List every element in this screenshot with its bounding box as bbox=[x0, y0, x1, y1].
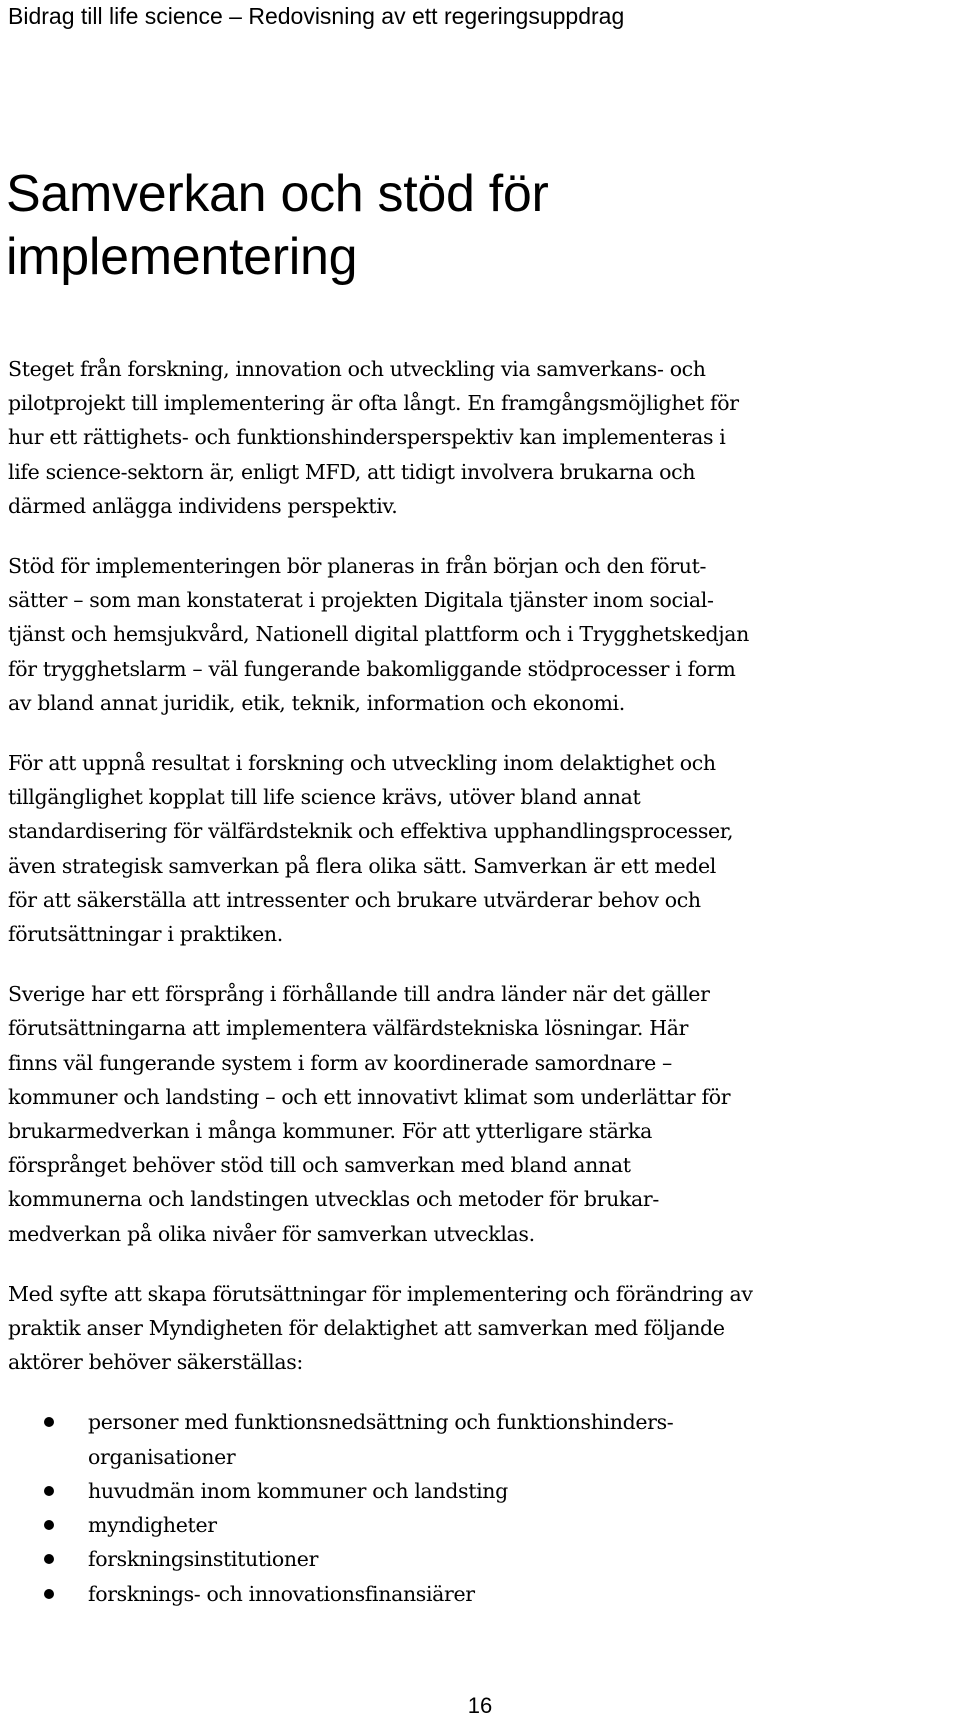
bullet-icon bbox=[44, 1554, 54, 1564]
paragraph-line: brukarmedverkan i många kommuner. För att ytterligare stärka bbox=[8, 1119, 652, 1144]
section-title-line-2: implementering bbox=[6, 228, 358, 286]
paragraph-2 bbox=[8, 549, 950, 720]
paragraph-1 bbox=[8, 352, 950, 523]
paragraph-line: kommuner och landsting – och ett innovativt klimat som underlättar för bbox=[8, 1084, 731, 1109]
paragraph-line: tillgänglighet kopplat till life science krävs, utöver bland annat bbox=[8, 785, 641, 810]
list-item bbox=[8, 1508, 950, 1542]
paragraph-line: medverkan på olika nivåer för samverkan utvecklas. bbox=[8, 1221, 535, 1246]
paragraph-line: förutsättningar i praktiken. bbox=[8, 922, 283, 947]
paragraph-line: aktörer behöver säkerställas: bbox=[8, 1350, 303, 1375]
paragraph-line: praktik anser Myndigheten för delaktighet att samverkan med följande bbox=[8, 1316, 725, 1341]
list-item-line: forsknings- och innovationsfinansiärer bbox=[88, 1581, 475, 1606]
section-title-line-1: Samverkan och stöd för bbox=[6, 165, 549, 223]
paragraph-line: för att säkerställa att intressenter och brukare utvärderar behov och bbox=[8, 887, 701, 912]
list-item bbox=[8, 1474, 950, 1508]
bullet-icon bbox=[44, 1417, 54, 1427]
paragraph-line: pilotprojekt till implementering är ofta långt. En framgångsmöjlighet för bbox=[8, 391, 739, 416]
paragraph-line: Med syfte att skapa förutsättningar för implementering och förändring av bbox=[8, 1281, 753, 1306]
paragraph-line: därmed anlägga individens perspektiv. bbox=[8, 493, 398, 518]
paragraph-line: kommunerna och landstingen utvecklas och metoder för brukar- bbox=[8, 1187, 659, 1212]
list-item-line: personer med funktionsnedsättning och funktionshinders- bbox=[88, 1410, 674, 1435]
paragraph-line: av bland annat juridik, etik, teknik, information och ekonomi. bbox=[8, 690, 625, 715]
list-item-line: forskningsinstitutioner bbox=[88, 1547, 319, 1572]
paragraph-line: för trygghetslarm – väl fungerande bakomliggande stödprocesser i form bbox=[8, 656, 736, 681]
bullet-icon bbox=[44, 1486, 54, 1496]
paragraph-3 bbox=[8, 746, 950, 951]
page-number: 16 bbox=[467, 1693, 493, 1718]
list-item bbox=[8, 1542, 950, 1576]
paragraph-line: För att uppnå resultat i forskning och utveckling inom delaktighet och bbox=[8, 751, 716, 776]
paragraph-line: Steget från forskning, innovation och utveckling via samverkans- och bbox=[8, 357, 706, 381]
body-text bbox=[8, 352, 950, 1611]
paragraph-5 bbox=[8, 1277, 950, 1380]
list-item bbox=[8, 1405, 950, 1473]
paragraph-4 bbox=[8, 977, 950, 1251]
paragraph-line: Stöd för implementeringen bör planeras in från början och den förut- bbox=[8, 554, 707, 579]
paragraph-line: sätter – som man konstaterat i projekten Digitala tjänster inom social- bbox=[8, 588, 714, 613]
paragraph-line: Sverige har ett försprång i förhållande till andra länder när det gäller bbox=[8, 982, 710, 1007]
paragraph-line: tjänst och hemsjukvård, Nationell digital plattform och i Trygghetskedjan bbox=[8, 622, 749, 647]
bullet-icon bbox=[44, 1520, 54, 1530]
list-item bbox=[8, 1577, 950, 1611]
actor-list bbox=[8, 1405, 950, 1610]
paragraph-line: standardisering för välfärdsteknik och effektiva upphandlingsprocesser, bbox=[8, 819, 734, 844]
paragraph-line: life science-sektorn är, enligt MFD, att tidigt involvera brukarna och bbox=[8, 459, 696, 484]
list-item-line: huvudmän inom kommuner och landsting bbox=[88, 1478, 508, 1503]
section-title bbox=[6, 163, 549, 289]
bullet-icon bbox=[44, 1589, 54, 1599]
paragraph-line: finns väl fungerande system i form av koordinerade samordnare – bbox=[8, 1050, 672, 1075]
list-item-line: myndigheter bbox=[88, 1513, 217, 1538]
paragraph-line: hur ett rättighets- och funktionshindersperspektiv kan implementeras i bbox=[8, 425, 726, 450]
list-item-line: organisationer bbox=[88, 1444, 236, 1469]
running-header: Bidrag till life science – Redovisning av ett regeringsuppdrag bbox=[8, 3, 625, 29]
paragraph-line: även strategisk samverkan på flera olika sätt. Samverkan är ett medel bbox=[8, 853, 717, 878]
paragraph-line: förutsättningarna att implementera välfärdstekniska lösningar. Här bbox=[8, 1016, 689, 1041]
paragraph-line: försprånget behöver stöd till och samverkan med bland annat bbox=[8, 1153, 631, 1178]
